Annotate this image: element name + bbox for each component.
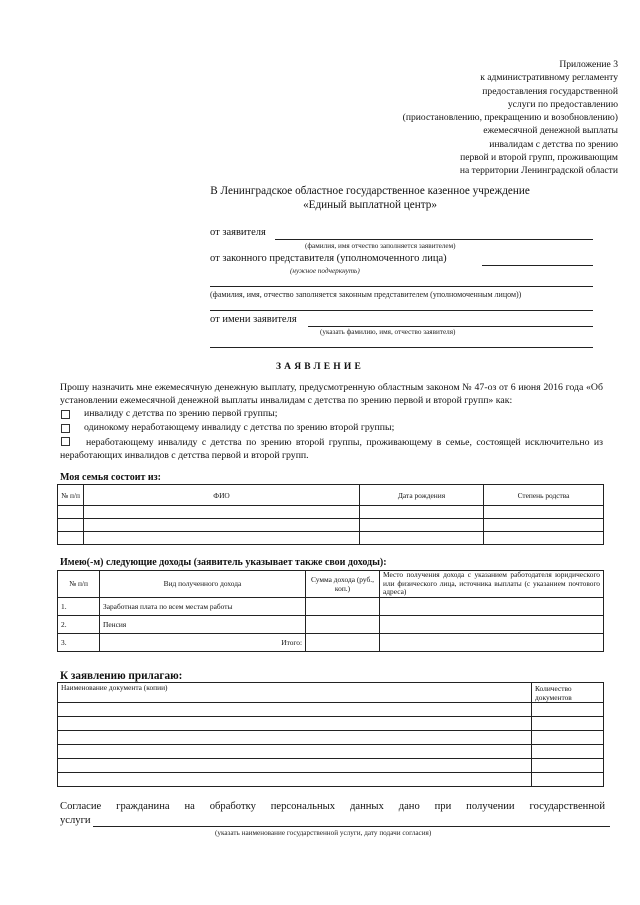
on-behalf-hint: (указать фамилию, имя, отчество заявителя) [320,328,456,336]
option-label: инвалиду с детства по зрению первой группы; [84,408,278,420]
appendix-note [318,58,618,178]
addressee [160,184,580,212]
addressee-line1: В Ленинградское областное государственное казенное учреждение [210,185,530,197]
column-header: Дата рождения [360,485,484,506]
table-row[interactable] [58,519,604,532]
checkbox-icon[interactable] [61,410,70,419]
column-header: Наименование документа (копии) [58,683,532,703]
on-behalf-label: от имени заявителя [210,314,297,325]
appendix-line: Приложение 3 [559,59,618,70]
row-number: 3. [58,633,100,651]
appendix-line: предоставления государственной [482,85,618,97]
representative-label: от законного представителя (уполномоченного лица) [210,253,447,264]
table-header-row [58,485,604,506]
income-type: Итого: [100,633,306,651]
appendix-line: инвалидам с детства по зрению [489,138,618,150]
representative-name-hint: (фамилия, имя, отчество заполняется законным представителем (уполномоченным лицом)) [210,290,522,299]
column-header: Вид полученного дохода [100,571,306,598]
table-row[interactable] [58,615,604,633]
attachments-table [57,682,604,787]
column-header: Степень родства [484,485,604,506]
income-type: Пенсия [100,615,306,633]
consent-text: Согласие гражданина на обработку персональных данных дано при получении государственной [60,801,605,812]
checkbox-icon[interactable] [61,437,70,446]
appendix-line: (приостановлению, прекращению и возобновлению) [402,112,618,124]
representative-field[interactable] [482,265,593,266]
row-number: 1. [58,597,100,615]
representative-extra-field[interactable] [210,310,593,311]
on-behalf-field[interactable] [308,326,593,327]
appendix-line: услуги по предоставлению [507,98,618,110]
from-applicant-label: от заявителя [210,227,266,238]
addressee-line2: «Единый выплатной центр» [303,199,437,211]
consent-service-label: услуги [60,815,91,826]
table-row[interactable] [58,745,604,759]
representative-name-field[interactable] [210,286,593,287]
appendix-line: ежемесячной денежной выплаты [483,125,618,137]
table-row[interactable] [58,597,604,615]
representative-hint: (нужное подчеркнуть) [290,267,360,275]
option-row[interactable] [60,407,603,420]
option-row[interactable] [60,434,603,462]
option-row[interactable] [60,421,603,434]
request-text: Прошу назначить мне ежемесячную денежную выплату, предусмотренную областным законом № 47-оз от 6 июня 2016 года «Об установлении ежемесячной денежной выплаты инвалидам с детства по зрению первой и второй групп» как: [60,382,603,407]
consent-service-field[interactable] [93,826,610,827]
column-header: № п/п [58,571,100,598]
option-label: одинокому неработающему инвалиду с детства по зрению второй группы; [84,421,395,433]
appendix-line: первой и второй групп, проживающим [460,152,618,164]
table-header-row [58,571,604,598]
request-body [60,381,603,462]
checkbox-icon[interactable] [61,424,70,433]
table-row[interactable] [58,717,604,731]
column-header: Место получения дохода с указанием работодателя юридического или физического лица, источника выплаты (с указанием почтового адреса) [380,571,604,598]
table-row[interactable] [58,773,604,787]
appendix-line: на территории Ленинградской области [459,165,618,177]
family-table [57,484,604,545]
column-header: Сумма дохода (руб., коп.) [306,571,380,598]
table-row[interactable] [58,759,604,773]
column-header: № п/п [58,485,84,506]
table-row[interactable] [58,532,604,545]
from-applicant-hint: (фамилия, имя отчество заполняется заявителем) [305,242,456,250]
attachments-title: К заявлению прилагаю: [60,670,183,682]
column-header: Количество документов [532,683,604,703]
column-header: ФИО [84,485,360,506]
option-label: неработающему инвалиду с детства по зрению второй группы, проживающему в семье, состоящей исключительно из неработающих инвалидов с детства первой и второй групп. [60,436,603,462]
row-number: 2. [58,615,100,633]
statement-heading: ЗАЯВЛЕНИЕ [275,362,365,372]
from-applicant-field[interactable] [275,239,593,240]
income-table [57,570,604,652]
family-title: Моя семья состоит из: [60,472,161,483]
table-row[interactable] [58,633,604,651]
table-header-row [58,683,604,703]
table-row[interactable] [58,506,604,519]
consent-hint: (указать наименование государственной услуги, дату подачи согласия) [215,829,432,837]
table-row[interactable] [58,703,604,717]
table-row[interactable] [58,731,604,745]
on-behalf-extra-field[interactable] [210,347,593,348]
appendix-line: к административному регламенту [480,72,618,84]
income-type: Заработная плата по всем местам работы [100,597,306,615]
income-title: Имею(-м) следующие доходы (заявитель указывает также свои доходы): [60,557,387,568]
